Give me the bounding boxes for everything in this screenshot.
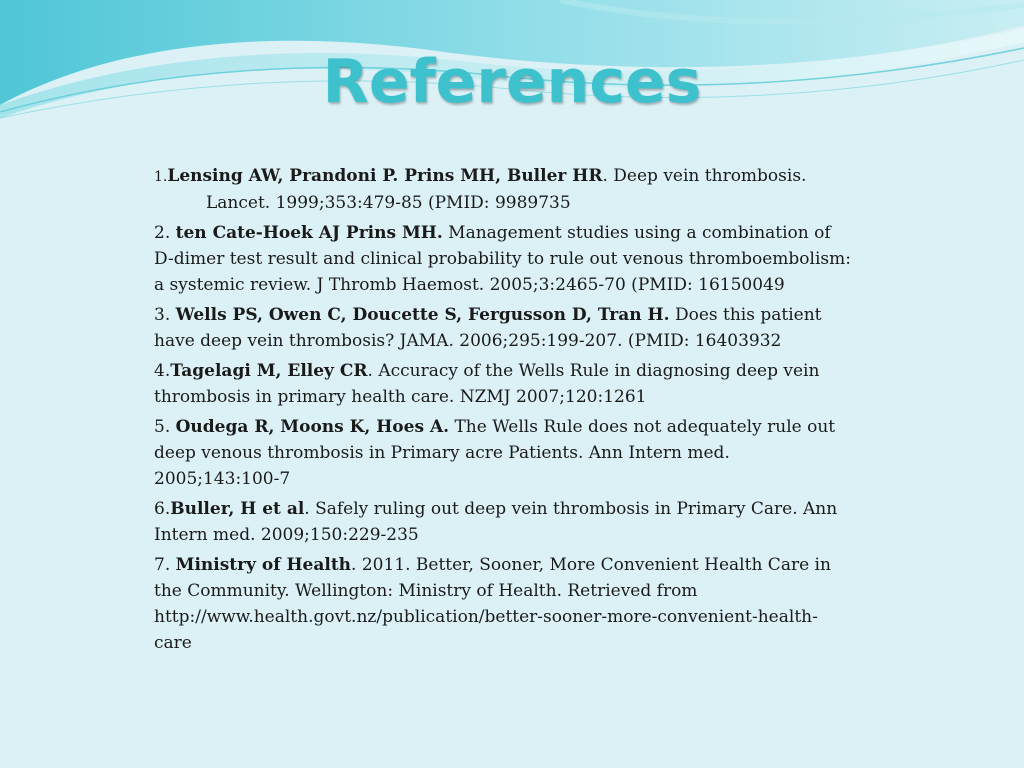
reference-number: 4. (154, 361, 171, 381)
reference-number: 7. (154, 555, 176, 575)
slide-title: References (322, 47, 702, 117)
reference-text: . 2011. Better, Sooner, More Convenient Health Care in the Community. Wellington: Ministry of Health. Retrieved from http://www.health.govt.nz/publication/better-sooner-more-convenient-health-care (154, 555, 831, 653)
reference-item (154, 496, 854, 548)
reference-text: . Deep vein thrombosis. Lancet. 1999;353:479-85 (PMID: 9989735 (206, 166, 807, 213)
reference-authors: Wells PS, Owen C, Doucette S, Fergusson D, Tran H. (175, 305, 670, 325)
reference-item (154, 552, 854, 656)
reference-text: Does this patient have deep vein thrombosis? JAMA. 2006;295:199-207. (PMID: 16403932 (154, 305, 822, 351)
reference-item (154, 163, 854, 216)
reference-item (154, 220, 854, 298)
reference-item (154, 414, 854, 492)
reference-number: 5. (154, 417, 176, 437)
reference-number: 2. (154, 223, 176, 243)
reference-text: Management studies using a combination of D-dimer test result and clinical probability to rule out venous thromboembolism: a systemic review. J Thromb Haemost. 2005;3:2465-70 (PMID: 16150049 (154, 223, 851, 295)
reference-text: . Accuracy of the Wells Rule in diagnosing deep vein thrombosis in primary health care. NZMJ 2007;120:1261 (154, 361, 820, 407)
reference-authors: ten Cate-Hoek AJ Prins MH. (175, 223, 443, 243)
reference-item (154, 302, 854, 354)
reference-number: 6. (154, 499, 171, 519)
reference-text: . Safely ruling out deep vein thrombosis in Primary Care. Ann Intern med. 2009;150:229-235 (154, 499, 838, 545)
references-list (154, 163, 854, 660)
reference-authors: Tagelagi M, Elley CR (170, 361, 368, 381)
reference-authors: Buller, H et al (170, 499, 305, 519)
reference-authors: Oudega R, Moons K, Hoes A. (175, 417, 450, 437)
reference-number: 3. (154, 305, 176, 325)
reference-authors: Lensing AW, Prandoni P. Prins MH, Buller HR (167, 166, 603, 186)
reference-text: The Wells Rule does not adequately rule out deep venous thrombosis in Primary acre Patients. Ann Intern med. 2005;143:100-7 (154, 417, 836, 489)
reference-number: 1. (154, 169, 168, 185)
reference-item (154, 358, 854, 410)
reference-authors: Ministry of Health (175, 555, 352, 575)
